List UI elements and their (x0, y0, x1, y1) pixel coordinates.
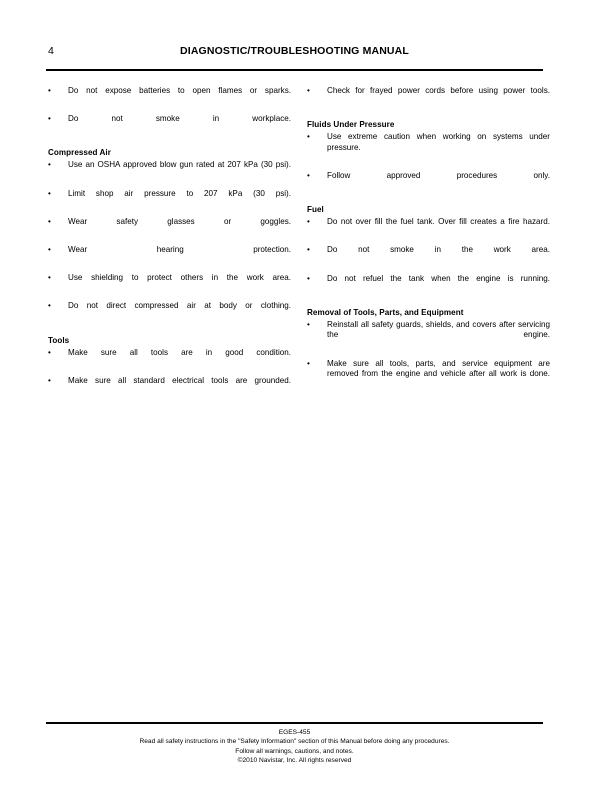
list-item-text: Do not refuel the tank when the engine is running. (327, 273, 550, 283)
bullet-icon: • (307, 358, 310, 368)
bullet-list (305, 217, 550, 295)
list-item (305, 132, 550, 164)
list-item-text: Make sure all tools are in good condition. (68, 347, 291, 357)
list-item (46, 273, 291, 294)
section-heading: Compressed Air (48, 148, 111, 158)
footer-line: Follow all warnings, cautions, and notes. (235, 747, 354, 755)
bullet-icon: • (48, 301, 51, 311)
list-item (46, 160, 291, 181)
bullet-icon: • (307, 217, 310, 227)
bullet-list (46, 160, 291, 322)
bullet-icon: • (48, 216, 51, 226)
bullet-icon: • (307, 273, 310, 283)
list-item (46, 86, 291, 107)
list-item (305, 217, 550, 238)
two-column-body (46, 86, 550, 397)
footer-line: EGES-455 (278, 729, 311, 736)
list-item (305, 245, 550, 266)
bullet-icon: • (307, 245, 310, 255)
bullet-icon: • (307, 319, 310, 329)
list-item-text: Use extreme caution when working on systems under pressure. (327, 132, 550, 152)
bullet-icon: • (48, 347, 51, 357)
bullet-icon: • (307, 86, 310, 95)
section-heading: Fuel (307, 205, 324, 215)
bullet-list (305, 132, 550, 192)
content-group (305, 199, 550, 295)
list-item-text: Do not over fill the fuel tank. Over fill creates a fire hazard. (327, 217, 550, 227)
left-column (46, 86, 291, 397)
list-item (46, 189, 291, 210)
page-header (46, 44, 543, 64)
list-item-text: Use an OSHA approved blow gun rated at 207 kPa (30 psi). (68, 160, 291, 170)
list-item (46, 217, 291, 238)
content-group (46, 86, 291, 135)
header-divider (46, 69, 543, 71)
bullet-list (305, 86, 550, 107)
bullet-icon: • (307, 170, 310, 180)
content-group (305, 86, 550, 107)
bullet-list (305, 320, 550, 391)
list-item-text: Do not smoke in workplace. (68, 114, 291, 124)
section-heading: Fluids Under Pressure (307, 120, 395, 130)
right-column (305, 86, 550, 390)
list-item (46, 301, 291, 322)
list-item (305, 274, 550, 295)
list-item-text: Use shielding to protect others in the work area. (68, 273, 291, 283)
bullet-list (46, 348, 291, 397)
list-item-text: Make sure all tools, parts, and service equipment are removed from the engine and vehicle after all work is done. (327, 358, 550, 379)
list-item (305, 86, 550, 107)
list-item-text: Do not expose batteries to open flames or sparks. (68, 86, 291, 95)
list-item (46, 348, 291, 369)
bullet-list (46, 86, 291, 135)
content-group (46, 330, 291, 397)
list-item-text: Do not smoke in the work area. (327, 245, 550, 255)
list-item-text: Reinstall all safety guards, shields, and covers after servicing the engine. (327, 319, 550, 340)
list-item-text: Limit shop air pressure to 207 kPa (30 psi). (68, 188, 291, 198)
page-title: DIAGNOSTIC/TROUBLESHOOTING MANUAL (180, 45, 409, 57)
bullet-icon: • (48, 273, 51, 283)
list-item (46, 114, 291, 135)
list-item-text: Follow approved procedures only. (327, 170, 550, 180)
footer-line: ©2010 Navistar, Inc. All rights reserved (237, 756, 352, 764)
list-item-text: Do not direct compressed air at body or clothing. (68, 301, 291, 311)
content-group (46, 142, 291, 322)
list-item (305, 359, 550, 391)
footer-divider (46, 722, 543, 724)
page-footer (46, 728, 543, 765)
list-item (305, 171, 550, 192)
page-number: 4 (48, 45, 54, 57)
bullet-icon: • (48, 375, 51, 385)
list-item-text: Wear hearing protection. (68, 244, 291, 254)
bullet-icon: • (48, 160, 51, 170)
bullet-icon: • (48, 188, 51, 198)
bullet-icon: • (307, 132, 310, 142)
section-heading: Removal of Tools, Parts, and Equipment (307, 307, 464, 317)
content-group (305, 114, 550, 192)
list-item-text: Check for frayed power cords before using power tools. (327, 86, 550, 95)
section-heading: Tools (48, 335, 70, 345)
content-group (305, 302, 550, 391)
bullet-icon: • (48, 86, 51, 95)
list-item (305, 320, 550, 352)
list-item-text: Make sure all standard electrical tools are grounded. (68, 375, 291, 385)
list-item-text: Wear safety glasses or goggles. (68, 216, 291, 226)
list-item (46, 245, 291, 266)
bullet-icon: • (48, 244, 51, 254)
list-item (46, 376, 291, 397)
bullet-icon: • (48, 114, 51, 124)
footer-line: Read all safety instructions in the "Safety Information" section of this Manual before doing any procedures. (139, 738, 450, 746)
